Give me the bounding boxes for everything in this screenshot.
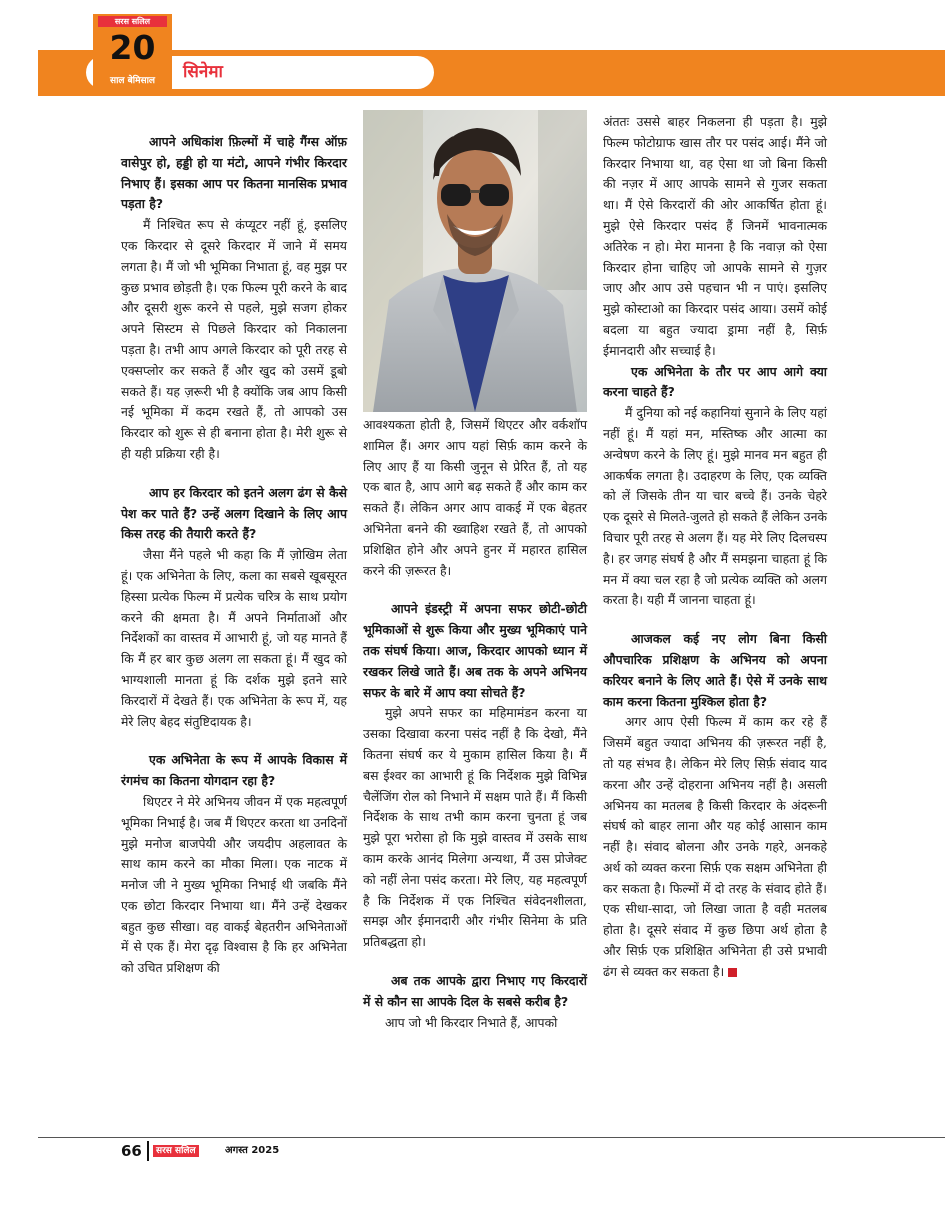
answer-3: थिएटर ने मेरे अभिनय जीवन में एक महत्वपूर्ण भूमिका निभाई है। जब मैं थिएटर करता था उनदिनों मुझे मनोज बाजपेयी और जयदीप अहलावत के साथ काम करने का मौका मिला। एक नाटक में मनोज जी ने मुख्य भूमिका निभाई थी जबकि मैंने एक छोटा किरदार निभाया था। मैंने उन्हें देखकर बहुत कुछ सीखा। वह वाकई बेहतरीन अभिनेताओं में से एक हैं। मेरा दृढ़ विश्वास है कि हर अभिनेता को उचित प्रशिक्षण की	[121, 793, 347, 976]
section-title: सिनेमा	[183, 62, 223, 82]
footer-brand: सरस सलिल	[153, 1145, 199, 1157]
article-column-1	[121, 132, 347, 979]
answer-1: मैं निश्चित रूप से कंप्यूटर नहीं हूं, इसलिए एक किरदार से दूसरे किरदार में जाने में समय लगता है। मैं जो भी भूमिका निभाता हूं, वह मुझ पर कुछ प्रभाव छोड़ती है। एक फिल्म पूरी करने के बाद और दूसरी शुरू करने से पहले, मुझे सजग होकर अपने सिस्टम से पिछले किरदार को निकालना पड़ता है। तभी आप अगले किरदार को पूरी तरह से एक्सप्लोर कर सकते हैं और खुद को उसमें डूबो सकते हैं। यह ज़रूरी भी है क्योंकि जब आप किसी नई भूमिका में कदम रखते हैं, तो आपको उस किरदार को शुरू से ही बनाना होता है। मेरी शुरू से ही यही प्रक्रिया रही है।	[121, 217, 347, 461]
question-2: आप हर किरदार को इतने अलग ढंग से कैसे पेश कर पाते हैं? उन्हें अलग दिखाने के लिए आप किस तरह की तैयारी करते हैं?	[121, 484, 347, 542]
footer-rule	[38, 1137, 945, 1138]
actor-photo-illustration	[363, 110, 587, 412]
end-mark-icon	[728, 968, 737, 977]
answer-7: अगर आप ऐसी फिल्म में काम कर रहे हैं जिसमें बहुत ज्यादा अभिनय की ज़रूरत नहीं है, तो यह संभव है। लेकिन मेरे लिए सिर्फ़ संवाद याद करना और उन्हें दोहराना अभिनय नहीं है। असली अभिनय का मतलब है किसी किरदार के अंदरूनी संघर्ष को बाहर लाना और यह कोई आसान काम नहीं है। संवाद बोलना और उनके गहरे, अनकहे अर्थ को व्यक्त करना सिर्फ़ एक सक्षम अभिनेता ही कर सकता है। फिल्मों में दो तरह के संवाद होते हैं। एक सीधा-सादा, जो लिखा जाता है वही मतलब होता है। दूसरे संवाद में कुछ छिपा अर्थ होता है और सिर्फ़ एक प्रशिक्षित अभिनेता ही उसे प्रभावी ढंग से व्यक्त कर सकता है।	[603, 714, 827, 979]
answer-3-continued: आवश्यकता होती है, जिसमें थिएटर और वर्कशॉप शामिल हैं। अगर आप यहां सिर्फ़ काम करने के लिए आए हैं या किसी जुनून से प्रेरित हैं, तो यह एक बात है, आप आगे बढ़ सकते हैं और काम कर सकते हैं। लेकिन अगर आप वाकई में एक बेहतर अभिनेता बनने की ख्वाहिश रखते हैं, तो आपको प्रशिक्षित होने और अपने हुनर में महारत हासिल करने की ज़रूरत है।	[363, 417, 587, 578]
answer-5-continued: अंततः उससे बाहर निकलना ही पड़ता है। मुझे फिल्म फोटोग्राफ खास तौर पर पसंद आई। मैंने जो किरदार निभाया था, वह ऐसा था जो बिना किसी की नज़र में आए आपके सामने से गुजर सकता था। मैं ऐसे किरदारों की ओर आकर्षित होता हूं। मुझे ऐसे किरदार पसंद हैं जिनमें भावनात्मक अतिरेक न हो। मेरा मानना है कि नवाज़ को ऐसा किरदार होना चाहिए जो आपके सामने से गुज़र जाए और आप उसे पहचान भी न पाएं। इसलिए मुझे कोस्टाओ का किरदार पसंद आया। उसमें कोई बदला या बहुत ज्यादा ड्रामा नहीं है, सिर्फ़ ईमानदारी और सच्चाई है।	[603, 114, 827, 358]
answer-6: मैं दुनिया को नई कहानियां सुनाने के लिए यहां नहीं हूं। मैं यहां मन, मस्तिष्क और आत्मा का अन्वेषण करने के लिए हूं। मुझे मानव मन बहुत ही आकर्षक लगता है। उदाहरण के लिए, एक व्यक्ति को लें जिसके तीन या चार बच्चे हैं। उनके चेहरे एक दूसरे से मिलते-जुलते हो सकते हैं लेकिन उनके विचार पूरी तरह से अलग हैं। यह मेरे लिए दिलचस्प है। हर जगह संघर्ष है और मैं समझना चाहता हूं कि मन में क्या चल रहा है जो प्रत्येक व्यक्ति को अलग करता है। यही मैं जानना चाहता हूं।	[603, 405, 827, 608]
logo-tagline: साल बेमिसाल	[109, 76, 156, 86]
answer-7-wrap	[603, 712, 827, 982]
actor-photo	[363, 110, 587, 412]
page-number: 66	[121, 1142, 142, 1160]
question-6: एक अभिनेता के तौर पर आप आगे क्या करना चाहते हैं?	[603, 363, 827, 400]
logo-brand: सरस सलिल	[98, 16, 167, 27]
question-4: आपने इंडस्ट्री में अपना सफर छोटी-छोटी भूमिकाओं से शुरू किया और मुख्य भूमिकाएं पाने तक संघर्ष किया। आज, किरदार आपको ध्यान में रखकर लिखे जाते हैं। अब तक के अपने अभिनय सफर के बारे में आप क्या सोचते हैं?	[363, 601, 587, 700]
answer-5: आप जो भी किरदार निभाते हैं, आपको	[385, 1014, 558, 1030]
answer-4: मुझे अपने सफर का महिमामंडन करना या उसका दिखावा करना पसंद नहीं है कि देखो, मैंने कितना संघर्ष कर ये मुकाम हासिल किया है। मैं बस ईश्वर का आभारी हूं कि निर्देशक मुझे विभिन्न चैलेंजिंग रोल को निभाने में सक्षम पाते हैं। मैं किसी निर्देशक के साथ तभी काम करना चुनता हूं जब मुझे पूरा भरोसा हो कि मुझे वास्तव में उसके साथ काम करके आनंद मिलेगा अन्यथा, मैं उस प्रोजेक्ट को नहीं लेना पसंद करता। मेरे लिए, यह महत्वपूर्ण है कि निर्देशक में एक निश्चित संवेदनशीलता, समझ और ईमानदारी और गंभीर सिनेमा के प्रति प्रतिबद्धता हो।	[363, 705, 587, 950]
question-3: एक अभिनेता के रूप में आपके विकास में रंगमंच का कितना योगदान रहा है?	[121, 752, 347, 789]
question-5: अब तक आपके द्वारा निभाए गए किरदारों में से कौन सा आपके दिल के सबसे करीब है?	[363, 972, 587, 1009]
article-column-3	[603, 112, 827, 983]
question-1: आपने अधिकांश फ़िल्मों में चाहे गैंग्स ऑफ़ वासेपुर हो, हड्डी हो या मंटो, आपने गंभीर किरदार निभाए हैं। इसका आप पर कितना मानसिक प्रभाव पड़ता है?	[121, 134, 347, 212]
answer-2: जैसा मैंने पहले भी कहा कि मैं ज़ोखिम लेता हूं। एक अभिनेता के लिए, कला का सबसे खूबसूरत हिस्सा प्रत्येक फिल्म में प्रत्येक चरित्र के साथ प्रयोग करने की क्षमता है। मैं अपने निर्माताओं और निर्देशकों का वास्तव में आभारी हूं, जो यह मानते हैं कि मैं हर बार कुछ अलग ला सकता हूं। मैं खुद को भाग्यशाली मानता हूं कि दर्शक मुझे इतने सारे किरदारों में देखते हैं। एक अभिनेता के रूप में, यह मेरे लिए बेहद संतुष्टिदायक है।	[121, 547, 347, 729]
footer-divider	[147, 1141, 149, 1161]
article-column-2	[363, 415, 587, 1033]
question-7: आजकल कई नए लोग बिना किसी औपचारिक प्रशिक्षण के अभिनय को अपना करियर बनाने के लिए आते हैं। ऐसे में उनके साथ काम करना कितना मुश्किल होता है?	[603, 631, 827, 709]
issue-date: अगस्त 2025	[225, 1145, 280, 1156]
anniversary-logo	[93, 14, 172, 92]
logo-number: 20	[109, 28, 156, 67]
